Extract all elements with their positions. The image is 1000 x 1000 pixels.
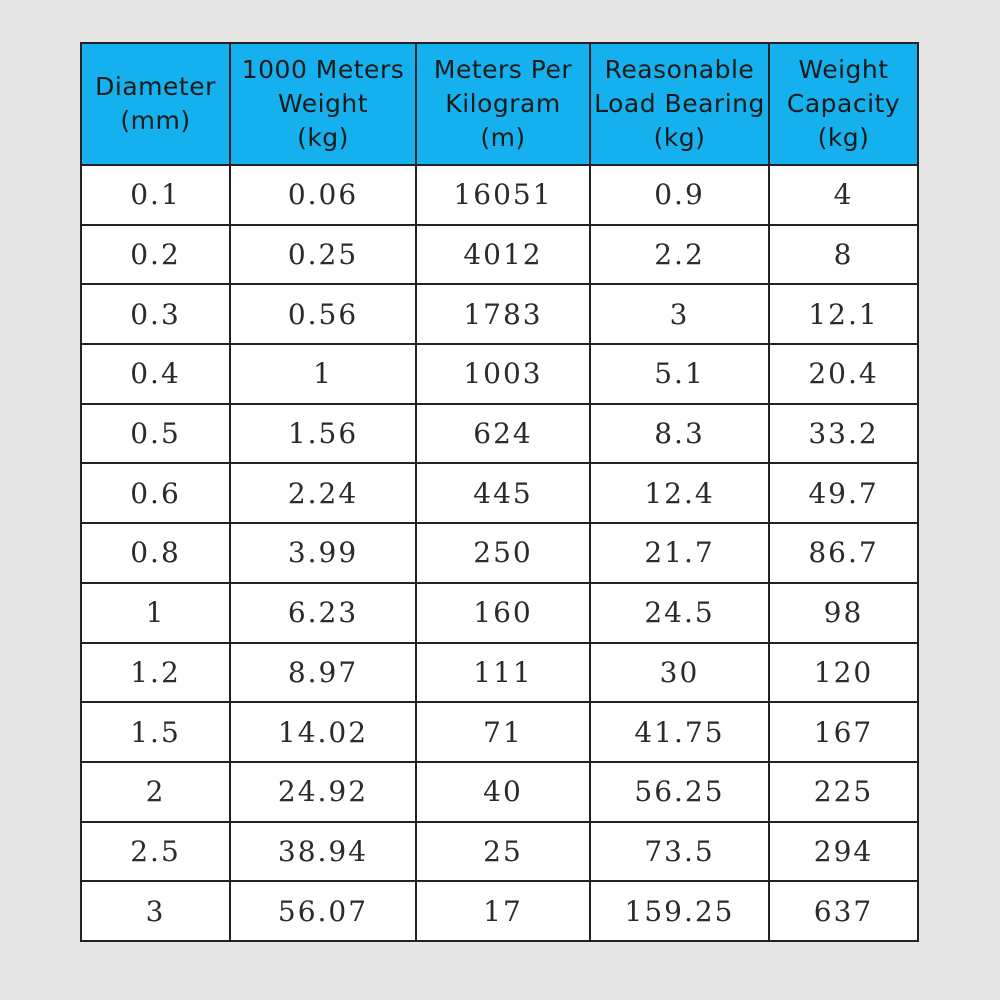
table-row [81, 344, 918, 404]
cell-1000m-weight: 1 [230, 344, 416, 404]
grid-line [0, 990, 1000, 991]
cell-weight-capacity: 294 [769, 822, 918, 882]
cell-1000m-weight: 0.06 [230, 165, 416, 225]
cell-weight-capacity: 120 [769, 643, 918, 703]
cell-diameter: 1 [81, 583, 230, 643]
cell-weight-capacity: 20.4 [769, 344, 918, 404]
cell-weight-capacity: 8 [769, 225, 918, 285]
specification-table [80, 42, 919, 942]
cell-diameter: 0.3 [81, 284, 230, 344]
cell-diameter: 0.5 [81, 404, 230, 464]
cell-weight-capacity: 49.7 [769, 463, 918, 523]
cell-load-bearing: 12.4 [590, 463, 769, 523]
cell-load-bearing: 41.75 [590, 702, 769, 762]
cell-diameter: 1.2 [81, 643, 230, 703]
table-row [81, 463, 918, 523]
cell-load-bearing: 56.25 [590, 762, 769, 822]
cell-load-bearing: 5.1 [590, 344, 769, 404]
header-reasonable-load-bearing: Reasonable Load Bearing (kg) [590, 43, 769, 165]
table-row [81, 643, 918, 703]
grid-line [967, 0, 968, 1000]
cell-meters-per-kilogram: 40 [416, 762, 590, 822]
cell-diameter: 0.4 [81, 344, 230, 404]
cell-diameter: 0.2 [81, 225, 230, 285]
cell-diameter: 0.8 [81, 523, 230, 583]
header-diameter: Diameter (mm) [81, 43, 230, 165]
cell-meters-per-kilogram: 17 [416, 881, 590, 941]
cell-diameter: 2 [81, 762, 230, 822]
table-row [81, 165, 918, 225]
table-row [81, 822, 918, 882]
cell-load-bearing: 21.7 [590, 523, 769, 583]
cell-meters-per-kilogram: 160 [416, 583, 590, 643]
grid-line [0, 968, 1000, 969]
cell-meters-per-kilogram: 71 [416, 702, 590, 762]
cell-load-bearing: 73.5 [590, 822, 769, 882]
cell-meters-per-kilogram: 1003 [416, 344, 590, 404]
cell-diameter: 0.1 [81, 165, 230, 225]
cell-1000m-weight: 2.24 [230, 463, 416, 523]
cell-meters-per-kilogram: 1783 [416, 284, 590, 344]
cell-1000m-weight: 0.56 [230, 284, 416, 344]
table-row [81, 523, 918, 583]
cell-1000m-weight: 1.56 [230, 404, 416, 464]
cell-weight-capacity: 637 [769, 881, 918, 941]
table-row [81, 583, 918, 643]
table-row [81, 404, 918, 464]
cell-meters-per-kilogram: 111 [416, 643, 590, 703]
cell-diameter: 0.6 [81, 463, 230, 523]
cell-weight-capacity: 167 [769, 702, 918, 762]
cell-load-bearing: 24.5 [590, 583, 769, 643]
cell-1000m-weight: 6.23 [230, 583, 416, 643]
cell-1000m-weight: 14.02 [230, 702, 416, 762]
cell-load-bearing: 3 [590, 284, 769, 344]
cell-meters-per-kilogram: 25 [416, 822, 590, 882]
cell-load-bearing: 159.25 [590, 881, 769, 941]
table-row [81, 881, 918, 941]
cell-weight-capacity: 12.1 [769, 284, 918, 344]
cell-weight-capacity: 98 [769, 583, 918, 643]
table-row [81, 225, 918, 285]
cell-load-bearing: 0.9 [590, 165, 769, 225]
table-row [81, 702, 918, 762]
cell-weight-capacity: 4 [769, 165, 918, 225]
cell-meters-per-kilogram: 445 [416, 463, 590, 523]
cell-diameter: 1.5 [81, 702, 230, 762]
cell-meters-per-kilogram: 250 [416, 523, 590, 583]
header-weight-capacity: Weight Capacity (kg) [769, 43, 918, 165]
cell-load-bearing: 2.2 [590, 225, 769, 285]
cell-diameter: 2.5 [81, 822, 230, 882]
cell-diameter: 3 [81, 881, 230, 941]
cell-1000m-weight: 56.07 [230, 881, 416, 941]
cell-1000m-weight: 0.25 [230, 225, 416, 285]
cell-load-bearing: 8.3 [590, 404, 769, 464]
header-row [81, 43, 918, 165]
header-meters-per-kilogram: Meters Per Kilogram (m) [416, 43, 590, 165]
cell-1000m-weight: 38.94 [230, 822, 416, 882]
table-row [81, 762, 918, 822]
cell-weight-capacity: 86.7 [769, 523, 918, 583]
cell-weight-capacity: 33.2 [769, 404, 918, 464]
cell-1000m-weight: 8.97 [230, 643, 416, 703]
cell-1000m-weight: 3.99 [230, 523, 416, 583]
table-body [81, 165, 918, 941]
header-1000m-weight: 1000 Meters Weight (kg) [230, 43, 416, 165]
cell-1000m-weight: 24.92 [230, 762, 416, 822]
cell-meters-per-kilogram: 624 [416, 404, 590, 464]
table-row [81, 284, 918, 344]
cell-weight-capacity: 225 [769, 762, 918, 822]
cell-meters-per-kilogram: 16051 [416, 165, 590, 225]
cell-load-bearing: 30 [590, 643, 769, 703]
cell-meters-per-kilogram: 4012 [416, 225, 590, 285]
